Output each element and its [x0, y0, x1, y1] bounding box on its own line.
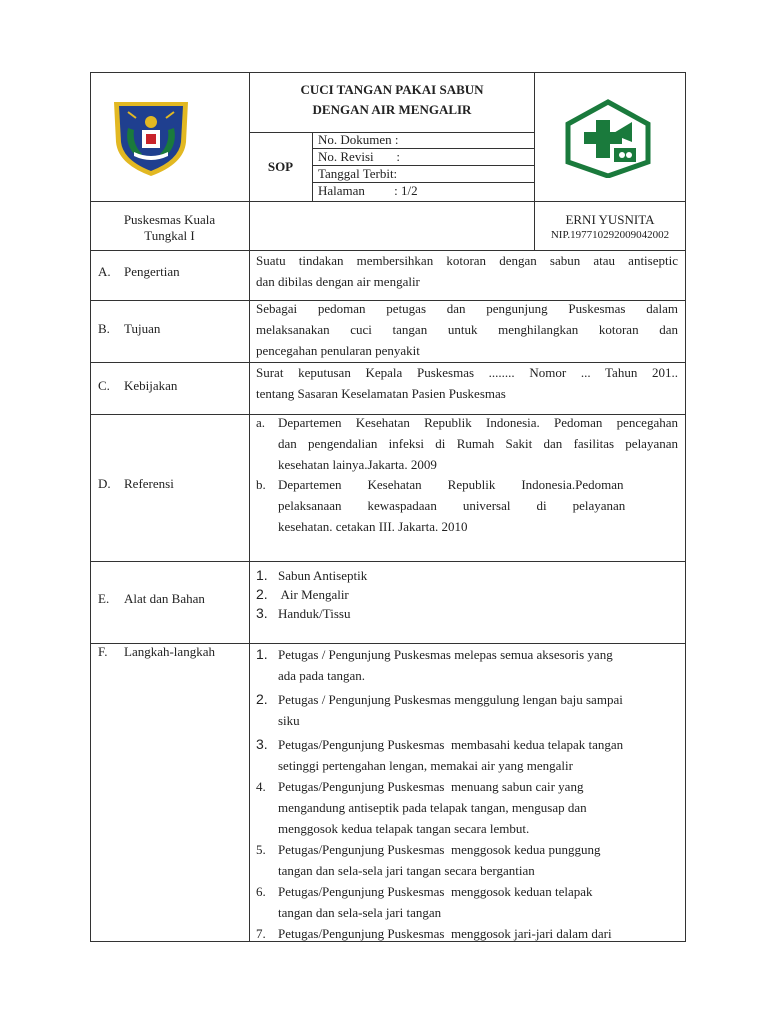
puskesmas-cross-icon: [562, 98, 654, 178]
section-e-label: [98, 589, 205, 609]
list-item-text: Sabun Antiseptik: [278, 568, 368, 583]
section-e-letter: E.: [98, 591, 110, 606]
step-5-cont: tangan dan sela-sela jari tangan secara bergantian: [278, 863, 535, 878]
step-text: Petugas / Pengunjung Puskesmas melepas semua aksesoris yang: [278, 647, 613, 662]
step-text: Petugas/Pengunjung Puskesmas membasahi kedua telapak tangan: [278, 737, 624, 752]
step-4: [256, 776, 583, 798]
reference-b-marker: b.: [256, 477, 266, 492]
section-a-label: [98, 262, 180, 282]
reference-a-line-2: dan pengendalian infeksi di Rumah Sakit dan fasilitas pelayanan: [278, 436, 678, 451]
section-c-title: Kebijakan: [124, 378, 178, 393]
step-number: 6.: [256, 884, 266, 899]
table-border-left: [90, 72, 91, 942]
table-border-top: [90, 72, 686, 73]
reference-b-line-3: kesehatan. cetakan III. Jakarta. 2010: [278, 519, 468, 534]
reference-a-line-1: Departemen Kesehatan Republik Indonesia. Pedoman pencegahan: [278, 415, 678, 430]
table-border-right: [685, 72, 686, 942]
reference-b-line-1: Departemen Kesehatan Republik Indonesia.Pedoman: [278, 477, 624, 492]
document-title-line-2: DENGAN AIR MENGALIR: [312, 102, 472, 117]
section-f-title: Langkah-langkah: [124, 644, 215, 659]
body-column-divider: [249, 250, 250, 942]
section-e-title: Alat dan Bahan: [124, 591, 205, 606]
step-3: [256, 733, 623, 756]
row-line-d: [90, 561, 686, 562]
section-b-letter: B.: [98, 321, 110, 336]
section-b-label: [98, 319, 160, 339]
section-b-line-2: melaksanakan cuci tangan untuk menghilangkan kotoran dan: [256, 322, 678, 337]
signer-nip: NIP.197710292009042002: [550, 229, 670, 241]
sop-document: [90, 72, 686, 942]
section-d-title: Referensi: [124, 476, 174, 491]
organization-name-line-1: Puskesmas Kuala: [123, 212, 216, 227]
step-number: 5.: [256, 842, 266, 857]
regional-emblem-icon: [106, 98, 196, 178]
step-number: 3.: [256, 736, 268, 752]
list-item: [256, 602, 350, 625]
list-item-number: 2.: [256, 586, 268, 602]
section-b-line-1: Sebagai pedoman petugas dan pengunjung Puskesmas dalam: [256, 301, 678, 316]
section-c-line-2: tentang Sasaran Keselamatan Pasien Puskesmas: [256, 386, 506, 401]
document-title-line-1: CUCI TANGAN PAKAI SABUN: [300, 82, 484, 97]
step-2-cont: siku: [278, 713, 300, 728]
list-item-number: 3.: [256, 605, 268, 621]
step-1-cont: ada pada tangan.: [278, 668, 365, 683]
step-6: [256, 881, 593, 903]
section-d-label: [98, 474, 174, 494]
step-text: Petugas/Pengunjung Puskesmas menggosok jari-jari dalam dari: [278, 926, 612, 941]
step-text: Petugas/Pengunjung Puskesmas menggosok kedua punggung: [278, 842, 601, 857]
section-a-line-1: Suatu tindakan membersihkan kotoran dengan sabun atau antiseptic: [256, 253, 678, 268]
section-c-line-1: Surat keputusan Kepala Puskesmas ........ Nomor ... Tahun 201..: [256, 365, 678, 380]
step-number: 2.: [256, 691, 268, 707]
step-6-cont: tangan dan sela-sela jari tangan: [278, 905, 442, 920]
step-number: 7.: [256, 926, 266, 941]
section-f-label: [98, 642, 215, 662]
list-item-number: 1.: [256, 567, 268, 583]
page-number-field: Halaman : 1/2: [318, 183, 418, 198]
revision-number-field: No. Revisi :: [318, 149, 400, 164]
section-b-title: Tujuan: [124, 321, 161, 336]
signer-name: ERNI YUSNITA: [565, 212, 655, 227]
step-1: [256, 643, 613, 666]
section-b-line-3: pencegahan penularan penyakit: [256, 343, 420, 358]
step-3-cont: setinggi pertengahan lengan, memakai air yang mengalir: [278, 758, 573, 773]
section-f-letter: F.: [98, 644, 108, 659]
step-5: [256, 839, 600, 861]
step-text: Petugas/Pengunjung Puskesmas menuang sabun cair yang: [278, 779, 584, 794]
step-7: [256, 923, 612, 945]
reference-a-marker: a.: [256, 415, 266, 430]
reference-b-line-2: pelaksanaan kewaspadaan universal di pelayanan: [278, 498, 626, 513]
logo-row-bottom: [90, 201, 686, 202]
section-d-letter: D.: [98, 476, 111, 491]
step-text: Petugas / Pengunjung Puskesmas menggulung lengan baju sampai: [278, 692, 623, 707]
reference-a-line-3: kesehatan lainya.Jakarta. 2009: [278, 457, 437, 472]
step-4-cont-1: mengandung antiseptik pada telapak tangan, mengusap dan: [278, 800, 587, 815]
sop-label: SOP: [267, 159, 294, 174]
list-item-text: Handuk/Tissu: [278, 606, 351, 621]
section-a-line-2: dan dibilas dengan air mengalir: [256, 274, 420, 289]
section-a-letter: A.: [98, 264, 111, 279]
document-number-field: No. Dokumen :: [318, 132, 399, 147]
step-text: Petugas/Pengunjung Puskesmas menggosok keduan telapak: [278, 884, 593, 899]
sop-divider: [312, 132, 313, 201]
step-2: [256, 688, 623, 711]
step-4-cont-2: menggosok kedua telapak tangan secara lembut.: [278, 821, 530, 836]
step-number: 4.: [256, 779, 266, 794]
publish-date-field: Tanggal Terbit:: [318, 166, 398, 181]
step-number: 1.: [256, 646, 268, 662]
organization-name-line-2: Tungkal I: [144, 228, 195, 243]
section-a-title: Pengertian: [124, 264, 180, 279]
list-item-text: Air Mengalir: [278, 587, 349, 602]
section-c-label: [98, 376, 177, 396]
section-c-letter: C.: [98, 378, 110, 393]
